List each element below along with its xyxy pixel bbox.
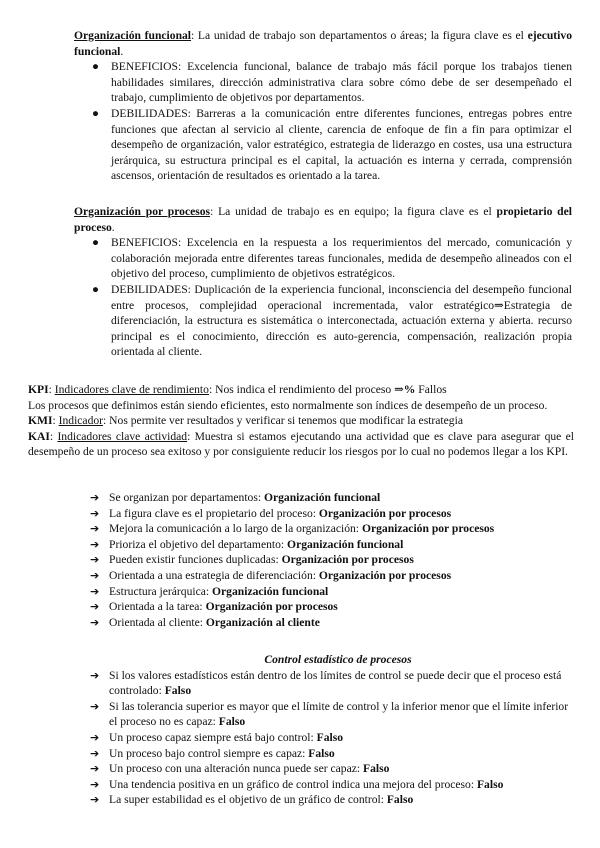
functional-key-figure: ejecutivo funcional: [74, 29, 572, 58]
item-question: Orientada a una estrategia de diferenciación:: [109, 568, 319, 582]
item-question: Orientada a la tarea:: [109, 600, 206, 614]
item-question: Pueden existir funciones duplicadas:: [109, 553, 282, 567]
item-answer: Falso: [316, 730, 344, 744]
kpi-line: KPI: Indicadores clave de rendimiento: Nos indica el rendimiento del proceso ⇒% Fallos: [28, 383, 447, 396]
process-benefits: [92, 235, 572, 282]
item-question: La figura clave es el propietario del proceso:: [109, 506, 319, 520]
item-answer: Organización por procesos: [205, 600, 338, 614]
bullet-icon: ●: [92, 236, 100, 250]
kai-abbr: KAI: [28, 429, 50, 443]
control-title: Control estadístico de procesos: [264, 653, 412, 666]
item-answer: Falso: [218, 715, 246, 729]
kmi-abbr: KMI: [28, 414, 53, 428]
arrow-icon: ➔: [90, 793, 100, 807]
functional-benefits: [92, 59, 572, 106]
item-question: Mejora la comunicación a lo largo de la organización:: [109, 522, 362, 536]
item-question: Orientada al cliente:: [109, 615, 206, 629]
arrow-icon: ➔: [90, 699, 100, 713]
arrow-icon: ➔: [90, 615, 100, 629]
process-bullets: [74, 235, 572, 360]
kmi-line: KMI: Indicador: Nos permite ver resultados y verificar si tenemos que modificar la estrategia: [28, 414, 463, 428]
kai-text: : Muestra si estamos ejecutando una actividad que es clave para asegurar que el desempeño de un proceso sea exitoso y por consiguiente reducir los riesgos por lo cual no podemos llegar a los KPI.: [28, 429, 574, 459]
bullet-icon: ●: [92, 282, 100, 296]
arrow-icon: ➔: [90, 584, 100, 598]
list-item: [90, 699, 574, 730]
functional-heading: Organización funcional: [74, 29, 192, 42]
bullet-label: BENEFICIOS:: [111, 236, 182, 250]
item-question: Prioriza el objetivo del departamento:: [109, 537, 288, 551]
process-intro-text: : La unidad de trabajo es en equipo; la figura clave es el: [210, 205, 497, 218]
arrow-icon: ➔: [90, 522, 100, 536]
list-item: [90, 730, 574, 746]
list-item: [90, 668, 574, 699]
arrow-icon: ➔: [90, 762, 100, 776]
arrow-icon: ➔: [90, 600, 100, 614]
item-answer: Falso: [308, 746, 335, 760]
indicators-section: [28, 382, 574, 460]
process-key-figure: propietario del proceso: [74, 205, 572, 234]
bullet-text: Duplicación de la experiencia funcional, inconsciencia del desempeño funcional entre procesos, complejidad operacional incrementada, valor estratégico⇒Estrategia de diferenciación, la estructura es sistemática o interconectada, actuación externa y abierta. recurso principal es el conocimiento, dirección es auto-gerencia, compensación, realización propia orientada al cliente.: [111, 282, 572, 359]
item-question: Un proceso capaz siempre está bajo control:: [109, 730, 317, 744]
bullet-label: DEBILIDADES:: [111, 282, 191, 296]
kpi-abbr: KPI: [28, 383, 49, 396]
item-answer: Falso: [164, 684, 192, 698]
list-item: [90, 521, 570, 537]
list-item: [90, 599, 570, 615]
arrow-icon: ➔: [90, 730, 100, 744]
item-answer: Organización por procesos: [361, 522, 495, 536]
item-answer: Organización por procesos: [281, 553, 414, 567]
item-answer: Organización por procesos: [318, 568, 452, 582]
arrow-icon: ➔: [90, 537, 100, 551]
kmi-text: : Nos permite ver resultados y verificar si tenemos que modificar la estrategia: [103, 414, 463, 428]
bullet-text: Barreras a la comunicación entre diferentes funciones, entregas pobres entre funciones que afectan al servicio al cliente, carencia de enfoque de fin a fin para optimizar el desempeño de organización, valor estratégico, estrategia de liderazgo en costes, usa una estructura jerárquica, su estructura principal es el capital, la actuación es interna y cerrada, comprensión ascensos, orientación de resultados es orientado a la tarea.: [111, 106, 572, 183]
bullet-text: Excelencia funcional, balance de trabajo más fácil porque los trabajos tienen habilidades similares, dirección administrativa clara sobre cómo debe de ser desempeñado el trabajo, cumplimiento de objetivos por departamentos.: [111, 60, 572, 105]
kpi-tail: Fallos: [415, 383, 447, 396]
item-answer: Falso: [476, 777, 504, 791]
functional-bullets: [74, 59, 572, 184]
classification-section: [90, 490, 570, 630]
classification-list: [90, 490, 570, 630]
arrow-icon: ➔: [90, 568, 100, 582]
process-weaknesses: [92, 282, 572, 360]
arrow-icon: ➔: [90, 668, 100, 682]
item-answer: Organización por procesos: [318, 506, 452, 520]
functional-weaknesses: [92, 106, 572, 184]
arrow-icon: ➔: [90, 553, 100, 567]
item-question: Si las tolerancia superior es mayor que el límite de control y la inferior menor que el límite inferior el proceso no es capaz:: [109, 699, 569, 729]
item-question: Un proceso con una alteración nunca puede ser capaz:: [109, 762, 363, 776]
bullet-label: BENEFICIOS:: [111, 60, 182, 74]
statistical-control-section: [90, 652, 574, 808]
item-answer: Organización funcional: [287, 537, 404, 551]
arrow-icon: ➔: [90, 491, 100, 504]
bullet-label: DEBILIDADES:: [111, 106, 191, 120]
kpi-description: Los procesos que definimos están siendo eficientes, esto normalmente son índices de desempeño de un proceso.: [28, 398, 548, 412]
list-item: [90, 584, 570, 600]
kmi-name: Indicador: [58, 414, 104, 428]
item-answer: Falso: [386, 793, 414, 807]
list-item: [90, 490, 570, 506]
list-item: [90, 568, 570, 584]
functional-organization-section: [74, 28, 572, 184]
arrow-icon: ➔: [90, 777, 100, 791]
list-item: [90, 615, 570, 631]
process-heading: Organización por procesos: [74, 205, 211, 218]
process-organization-section: [74, 204, 572, 360]
arrow-icon: ➔: [90, 746, 100, 760]
bullet-text: Excelencia en la respuesta a los requerimientos del mercado, comunicación y colaboración mejorada entre diferentes tareas funcionales, medida de desempeño alineados con el objetivo del proceso, cumplimiento de objetivos estratégicos.: [111, 236, 572, 281]
list-item: [90, 552, 570, 568]
list-item: [90, 777, 574, 793]
item-answer: Organización al cliente: [205, 615, 320, 629]
item-question: Un proceso bajo control siempre es capaz:: [109, 746, 309, 760]
control-list: [90, 668, 574, 808]
arrow-icon: ➔: [90, 506, 100, 520]
item-answer: Organización funcional: [263, 491, 381, 504]
item-question: La super estabilidad es el objetivo de un gráfico de control:: [109, 793, 387, 807]
item-question: Estructura jerárquica:: [109, 584, 213, 598]
item-question: Se organizan por departamentos:: [109, 491, 264, 504]
functional-intro: Organización funcional: La unidad de trabajo son departamentos o áreas; la figura clave es el ejecutivo funcional.: [74, 29, 572, 58]
bullet-icon: ●: [92, 106, 100, 120]
item-answer: Organización funcional: [212, 584, 329, 598]
list-item: [90, 792, 574, 808]
process-intro: Organización por procesos: La unidad de trabajo es en equipo; la figura clave es el propietario del proceso.: [74, 205, 572, 234]
item-question: Si los valores estadísticos están dentro de los límites de control se puede decir que el proceso está controlado:: [109, 668, 562, 698]
kpi-percent: %: [403, 383, 416, 396]
bullet-icon: ●: [92, 60, 100, 74]
kai-name: Indicadores clave actividad: [57, 429, 188, 443]
list-item: [90, 537, 570, 553]
list-item: [90, 746, 574, 762]
item-answer: Falso: [362, 762, 390, 776]
list-item: [90, 761, 574, 777]
kpi-text: : Nos indica el rendimiento del proceso ⇒: [208, 383, 404, 396]
functional-intro-text: : La unidad de trabajo son departamentos o áreas; la figura clave es el: [191, 29, 528, 42]
kai-line: KAI: Indicadores clave actividad: Muestra si estamos ejecutando una actividad que es clave para asegurar que el desempeño de un proceso sea exitoso y por consiguiente reducir los riesgos por lo cual no podemos llegar a los KPI.: [28, 429, 574, 459]
item-question: Una tendencia positiva en un gráfico de control indica una mejora del proceso:: [109, 777, 477, 791]
list-item: [90, 506, 570, 522]
kpi-name: Indicadores clave de rendimiento: [54, 383, 209, 396]
